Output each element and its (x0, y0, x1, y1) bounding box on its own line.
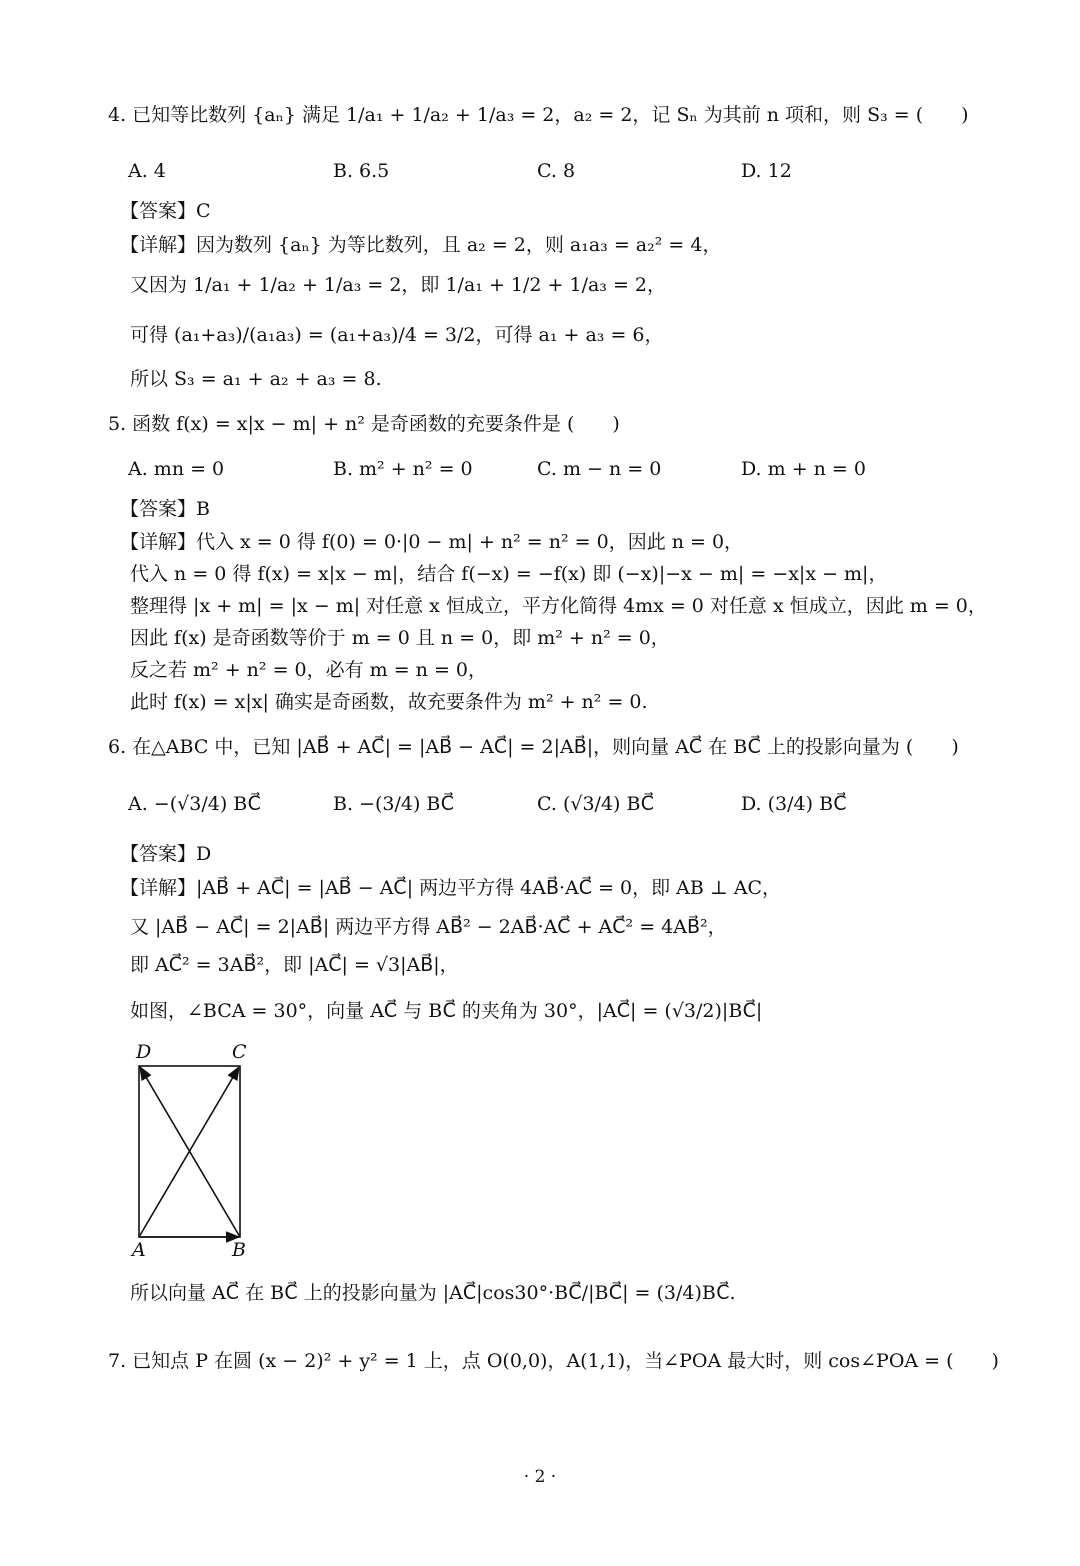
question-5-detail-line: 代入 n = 0 得 f(x) = x|x − m|，结合 f(−x) = −f(x) 即 (−x)|−x − m| = −x|x − m|， (130, 563, 888, 585)
question-7-stem: 7. 已知点 P 在圆 (x − 2)² + y² = 1 上，点 O(0,0)，A(1,1)，当∠POA 最大时，则 cos∠POA = ( ) (108, 1350, 999, 1372)
page-number: · 2 · (523, 1467, 557, 1487)
question-4-detail-line: 【详解】因为数列 {aₙ} 为等比数列，且 a₂ = 2，则 a₁a₃ = a₂² = 4， (120, 234, 722, 256)
question-5-option-a: A. mn = 0 (128, 458, 225, 480)
question-4-detail-line: 又因为 1/a₁ + 1/a₂ + 1/a₃ = 2，即 1/a₁ + 1/2 + 1/a₃ = 2， (130, 274, 666, 296)
question-4-option-d: D. 12 (741, 160, 792, 182)
question-6-detail-line: 即 AC⃗² = 3AB⃗²，即 |AC⃗| = √3|AB⃗|， (130, 954, 459, 976)
question-4-stem: 4. 已知等比数列 {aₙ} 满足 1/a₁ + 1/a₂ + 1/a₃ = 2，a₂ = 2，记 Sₙ 为其前 n 项和，则 S₃ = ( ) (108, 104, 969, 126)
vector-ac-arrow (139, 1067, 239, 1237)
question-6-detail-line: 又 |AB⃗ − AC⃗| = 2|AB⃗| 两边平方得 AB⃗² − 2AB⃗·AC⃗ + AC⃗² = 4AB⃗²， (130, 916, 727, 938)
question-4-option-b: B. 6.5 (333, 160, 390, 182)
question-6-option-a: A. −(√3/4) BC⃗ (128, 793, 261, 815)
figure-label-a: A (132, 1239, 146, 1261)
question-4-answer: 【答案】C (120, 200, 211, 222)
question-6-stem: 6. 在△ABC 中，已知 |AB⃗ + AC⃗| = |AB⃗ − AC⃗| = 2|AB⃗|，则向量 AC⃗ 在 BC⃗ 上的投影向量为 ( ) (108, 736, 959, 758)
question-5-detail-line: 因此 f(x) 是奇函数等价于 m = 0 且 n = 0，即 m² + n² = 0， (130, 627, 670, 649)
question-6-option-d: D. (3/4) BC⃗ (741, 793, 847, 815)
question-4-option-c: C. 8 (537, 160, 576, 182)
figure-label-d: D (136, 1041, 152, 1063)
question-5-detail-line: 反之若 m² + n² = 0，必有 m = n = 0， (130, 659, 487, 681)
question-5-detail-line: 【详解】代入 x = 0 得 f(0) = 0·|0 − m| + n² = n² = 0，因此 n = 0， (120, 531, 744, 553)
vector-bd-arrow (140, 1067, 240, 1237)
question-6-answer: 【答案】D (120, 843, 212, 865)
question-4-detail-line: 所以 S₃ = a₁ + a₂ + a₃ = 8. (130, 368, 382, 390)
question-6-detail-line: 如图，∠BCA = 30°，向量 AC⃗ 与 BC⃗ 的夹角为 30°，|AC⃗| = (√3/2)|BC⃗| (130, 1000, 763, 1022)
question-6-option-c: C. (√3/4) BC⃗ (537, 793, 655, 815)
question-5-detail-line: 整理得 |x + m| = |x − m| 对任意 x 恒成立，平方化简得 4mx = 0 对任意 x 恒成立，因此 m = 0， (130, 595, 987, 617)
question-5-option-d: D. m + n = 0 (741, 458, 866, 480)
question-6-option-b: B. −(3/4) BC⃗ (333, 793, 454, 815)
question-4-option-a: A. 4 (128, 160, 166, 182)
question-4-detail-line: 可得 (a₁+a₃)/(a₁a₃) = (a₁+a₃)/4 = 3/2，可得 a₁ + a₃ = 6， (130, 324, 664, 346)
figure-label-b: B (232, 1239, 246, 1261)
question-6-detail-line: 【详解】|AB⃗ + AC⃗| = |AB⃗ − AC⃗| 两边平方得 4AB⃗·AC⃗ = 0，即 AB ⊥ AC， (120, 877, 782, 899)
question-5-stem: 5. 函数 f(x) = x|x − m| + n² 是奇函数的充要条件是 ( ) (108, 413, 620, 435)
question-5-detail-line: 此时 f(x) = x|x| 确实是奇函数，故充要条件为 m² + n² = 0. (130, 691, 648, 713)
question-5-option-b: B. m² + n² = 0 (333, 458, 473, 480)
question-6-conclusion: 所以向量 AC⃗ 在 BC⃗ 上的投影向量为 |AC⃗|cos30°·BC⃗/|BC⃗| = (3/4)BC⃗. (130, 1282, 736, 1304)
question-5-answer: 【答案】B (120, 498, 210, 520)
figure-label-c: C (232, 1041, 247, 1063)
question-5-option-c: C. m − n = 0 (537, 458, 662, 480)
